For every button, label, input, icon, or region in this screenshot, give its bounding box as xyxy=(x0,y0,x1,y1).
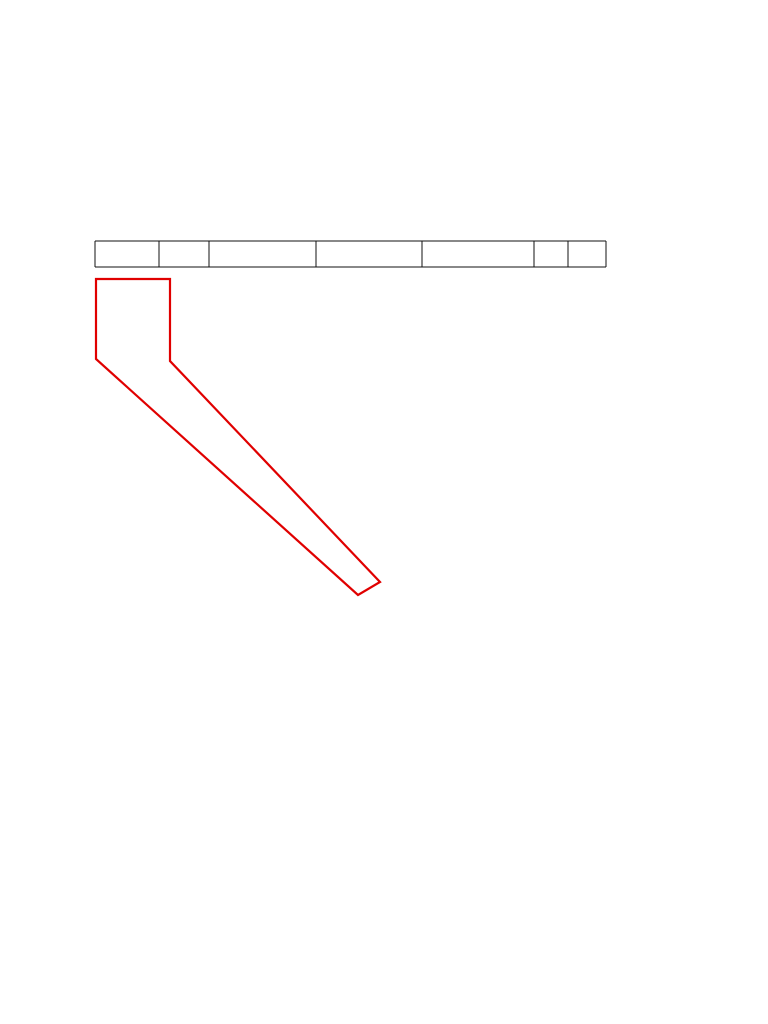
list-item-craniata xyxy=(114,737,130,753)
list-item-paraphyletic xyxy=(114,911,130,927)
agnatha-highlight xyxy=(96,279,380,595)
cladogram-figure xyxy=(88,237,684,619)
traditional-groupings-table xyxy=(95,241,606,267)
